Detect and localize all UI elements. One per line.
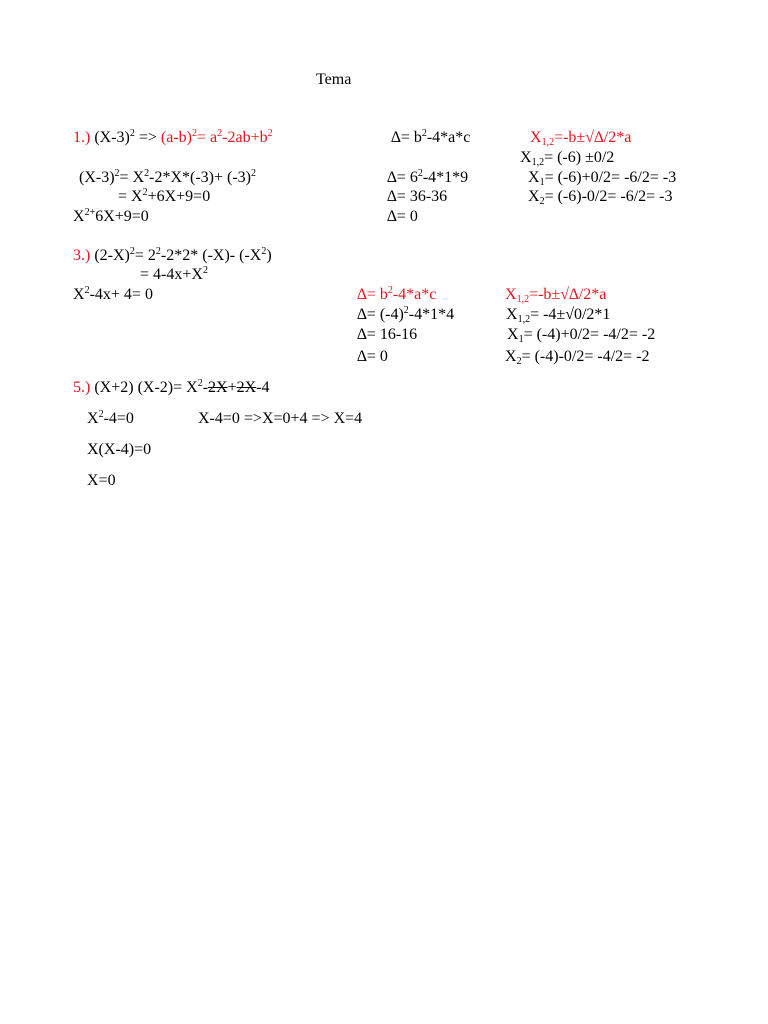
exercise-3-delta-result: ∆= 0 bbox=[357, 348, 388, 365]
page-title: Tema bbox=[316, 71, 352, 88]
exercise-3-number: 3.) bbox=[73, 247, 91, 264]
exercise-1-roots-formula: $X_{1,2}=-b\pm√\Delta/2*a$ bbox=[530, 129, 632, 148]
exercise-5-number: 5.) bbox=[73, 379, 91, 396]
exercise-1-delta-computation: ∆= 36-36 bbox=[387, 188, 448, 205]
exercise-3-roots-substitution: $X_{1,2}= -4\pm√0/2*1$ bbox=[506, 306, 611, 325]
struck-term: 2X bbox=[208, 379, 228, 396]
struck-term: 2X bbox=[236, 379, 257, 396]
exercise-3-delta-substitution: ∆= $(-4)^2-4*1*4$ bbox=[357, 305, 455, 323]
exercise-3-root-x1: $X_1= (-4)+0/2= -4/2= -2$ bbox=[507, 326, 656, 345]
exercise-5-line-3: X(X-4)=0 bbox=[87, 441, 152, 458]
exercise-1-line-4: $X^{2+}6X+9=0$ bbox=[73, 207, 149, 225]
exercise-3-delta-computation: ∆= 16-16 bbox=[357, 326, 418, 343]
exercise-1-number: 1.) bbox=[73, 129, 91, 146]
exercise-3-line-1: 3.) $(2-X)^2= 2^2-2*2*$ (-X)- $(-X^2)$ bbox=[73, 246, 272, 264]
exercise-1-delta-substitution: ∆= $6^2-4*1*9$ bbox=[387, 168, 469, 186]
exercise-5-line-4: X=0 bbox=[87, 472, 116, 489]
exercise-3-line-2: = $4-4x+X^2$ bbox=[140, 265, 208, 283]
exercise-5-solution: X-4=0 =>X=0+4 => X=4 bbox=[198, 410, 363, 427]
exercise-1-root-x1: $X_1= (-6)+0/2= -6/2= -3$ bbox=[528, 169, 677, 188]
exercise-1-roots-substitution: $X_{1,2}= (-6) \pm 0/2$ bbox=[520, 149, 615, 168]
exercise-3-root-x2: $X_2= (-4)-0/2= -4/2= -2$ bbox=[505, 348, 650, 367]
exercise-1-delta-result: ∆= 0 bbox=[387, 208, 418, 225]
exercise-1-root-x2: $X_2= (-6)-0/2= -6/2= -3$ bbox=[528, 188, 673, 207]
exercise-1-line-3: = $X^2+6X+9=0$ bbox=[118, 187, 211, 205]
exercise-1-delta-formula: ∆= $b^2-4*a*c$ bbox=[391, 128, 471, 146]
exercise-5-line-1: 5.) (X+2) $(X-2)= X^2-2X+2X-4$ bbox=[73, 378, 270, 396]
exercise-3-roots-formula: $X_{1,2}=-b\pm√\Delta/2*a$ bbox=[505, 286, 607, 305]
exercise-1-line-2: $(X-3)^2= X^2-2*X*(-3)+ (-3)^2$ bbox=[79, 168, 256, 186]
exercise-1-line-1: 1.) $(X-3)^2 => (a-b)^2= a^2-2ab+b^2$ bbox=[73, 128, 273, 146]
exercise-5-line-2: $X^2-4=0$ bbox=[87, 409, 134, 427]
exercise-3-delta-formula: ∆= $b^2-4*a*c$ bbox=[357, 285, 437, 303]
exercise-3-line-3: $X^2-4x+ 4= 0$ bbox=[73, 285, 153, 303]
